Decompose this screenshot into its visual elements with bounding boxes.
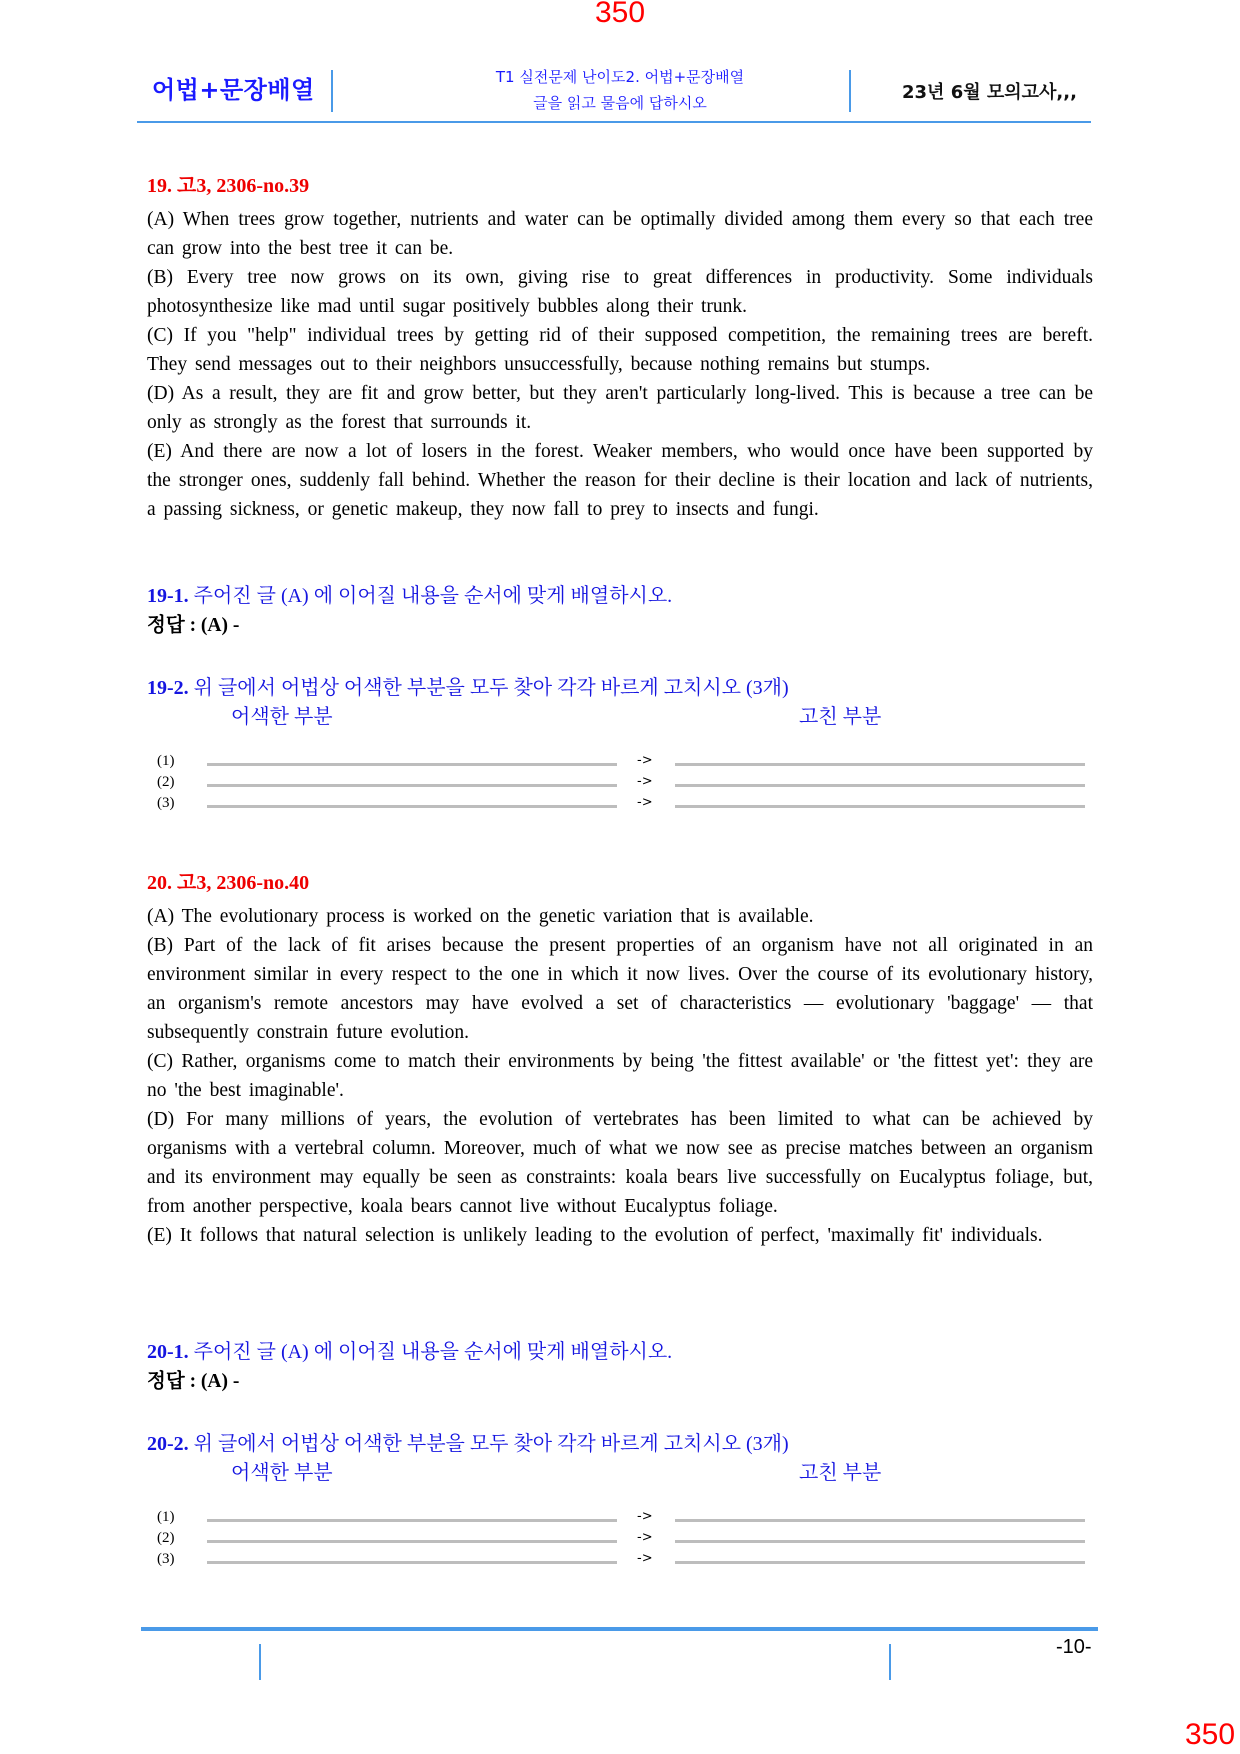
column-wrong-part: 어색한 부분 [231,1462,333,1484]
subquestion-prompt [147,1338,1093,1367]
footer-divider-left [259,1644,261,1680]
subquestion-text: 주어진 글 (A) 에 이어질 내용을 순서에 맞게 배열하시오. [193,585,673,607]
row-number: (3) [157,795,175,811]
column-headers [147,1459,1093,1489]
answer-field[interactable]: : (A) - [189,615,240,636]
answer-line [147,611,1093,640]
correction-blanks [147,747,1093,809]
header-instructions-line2: 글을 읽고 물음에 답하시오 [533,94,707,112]
page-number: -10- [1056,1636,1092,1658]
correction-row-2 [147,768,1093,788]
passage-paragraph-a: (A) When trees grow together, nutrients and water can be optimally divided among them every so that each tree can grow into the best tree it can be. [147,209,1093,259]
header-instructions-line1: T1 실전문제 난이도2. 어법+문장배열 [495,68,745,86]
subquestion-number: 19-1. [147,585,189,607]
question-20-2 [147,1430,1093,1565]
column-fixed-part: 고친 부분 [799,1462,882,1484]
arrow-icon: -> [637,795,653,810]
correction-row-1 [147,1503,1093,1523]
column-headers [147,703,1093,733]
passage-paragraph-d: (D) As a result, they are fit and grow better, but they aren't particularly long-lived. This is because a tree can be only as strongly as the forest that surrounds it. [147,383,1093,433]
fixed-part-blank[interactable] [675,763,1085,766]
passage-paragraph-c: (C) If you "help" individual trees by getting rid of their supposed competition, the remaining trees are bereft. They send messages out to their neighbors unsuccessfully, because nothing remains but stumps. [147,325,1093,375]
fixed-part-blank[interactable] [675,1519,1085,1522]
fixed-part-blank[interactable] [675,1540,1085,1543]
header-divider-left [331,70,333,112]
column-fixed-part: 고친 부분 [799,706,882,728]
passage-paragraph-b: (B) Every tree now grows on its own, giving rise to great differences in productivity. Some individuals photosynthesize like mad until sugar positively bubbles along their trunk. [147,267,1093,317]
passage-paragraph-b: (B) Part of the lack of fit arises because the present properties of an organism have not all originated in an environment similar in every respect to the one in which it now lives. Over the course of its evolutionary history, an organism's remote ancestors may have evolved a set of characteristics — evolutionary 'baggage' — that subsequently constrain future evolution. [147,935,1093,1043]
answer-label: 정답 [147,615,185,636]
header-exam-title: 23년 6월 모의고사,,, [902,82,1077,103]
question-title: 19. 고3, 2306-no.39 [147,175,310,197]
row-number: (2) [157,774,175,790]
wrong-part-blank[interactable] [207,805,617,808]
subquestion-text: 위 글에서 어법상 어색한 부분을 모두 찾아 각각 바르게 고치시오 (3개) [193,1433,789,1455]
subquestion-text: 위 글에서 어법상 어색한 부분을 모두 찾아 각각 바르게 고치시오 (3개) [193,677,789,699]
wrong-part-blank[interactable] [207,1519,617,1522]
correction-row-3 [147,789,1093,809]
wrong-part-blank[interactable] [207,1540,617,1543]
subquestion-prompt [147,674,1093,703]
page-stamp-bottom: 350 [1185,1718,1236,1751]
passage-paragraph-e: (E) And there are now a lot of losers in the forest. Weaker members, who would once have been supported by the stronger ones, suddenly fall behind. Whether the reason for their decline is their location and lack of nutrients, a passing sickness, or genetic makeup, they now fall to prey to insects and fungi. [147,441,1093,520]
question-20 [147,869,1093,1250]
arrow-icon: -> [637,774,653,789]
question-20-1 [147,1338,1093,1396]
fixed-part-blank[interactable] [675,805,1085,808]
fixed-part-blank[interactable] [675,784,1085,787]
question-19 [147,172,1093,524]
subquestion-text: 주어진 글 (A) 에 이어질 내용을 순서에 맞게 배열하시오. [193,1341,673,1363]
correction-blanks [147,1503,1093,1565]
passage-paragraph-d: (D) For many millions of years, the evolution of vertebrates has been limited to what can be achieved by organisms with a vertebral column. Moreover, much of what we now see as precise matches between an organism and its environment may equally be seen as constraints: koala bears live successfully on Eucalyptus foliage, but, from another perspective, koala bears cannot live without Eucalyptus foliage. [147,1109,1093,1217]
answer-label: 정답 [147,1371,185,1392]
question-19-1 [147,582,1093,640]
subquestion-number: 20-1. [147,1341,189,1363]
arrow-icon: -> [637,1530,653,1545]
subquestion-number: 20-2. [147,1433,189,1455]
passage-paragraph-c: (C) Rather, organisms come to match their environments by being 'the fittest available' or 'the fittest yet': they are no 'the best imaginable'. [147,1051,1093,1101]
subquestion-prompt [147,1430,1093,1459]
arrow-icon: -> [637,1509,653,1524]
answer-field[interactable]: : (A) - [189,1371,240,1392]
subquestion-number: 19-2. [147,677,189,699]
header-divider-right [849,70,851,112]
correction-row-3 [147,1545,1093,1565]
row-number: (1) [157,1509,175,1525]
column-wrong-part: 어색한 부분 [231,706,333,728]
correction-row-2 [147,1524,1093,1544]
footer-divider-right [889,1644,891,1680]
page-stamp-top: 350 [594,0,646,29]
answer-line [147,1367,1093,1396]
passage-paragraph-e: (E) It follows that natural selection is unlikely leading to the evolution of perfect, 'maximally fit' individuals. [147,1225,1043,1246]
wrong-part-blank[interactable] [207,763,617,766]
arrow-icon: -> [637,1551,653,1566]
row-number: (1) [157,753,175,769]
footer-rule [141,1627,1098,1631]
wrong-part-blank[interactable] [207,784,617,787]
row-number: (2) [157,1530,175,1546]
passage-paragraph-a: (A) The evolutionary process is worked on the genetic variation that is available. [147,906,814,927]
wrong-part-blank[interactable] [207,1561,617,1564]
subquestion-prompt [147,582,1093,611]
header-rule [137,121,1091,123]
correction-row-1 [147,747,1093,767]
row-number: (3) [157,1551,175,1567]
question-19-2 [147,674,1093,809]
header-instructions [400,64,840,116]
question-title: 20. 고3, 2306-no.40 [147,872,310,894]
fixed-part-blank[interactable] [675,1561,1085,1564]
arrow-icon: -> [637,753,653,768]
header-section-title: 어법+문장배열 [152,76,315,104]
